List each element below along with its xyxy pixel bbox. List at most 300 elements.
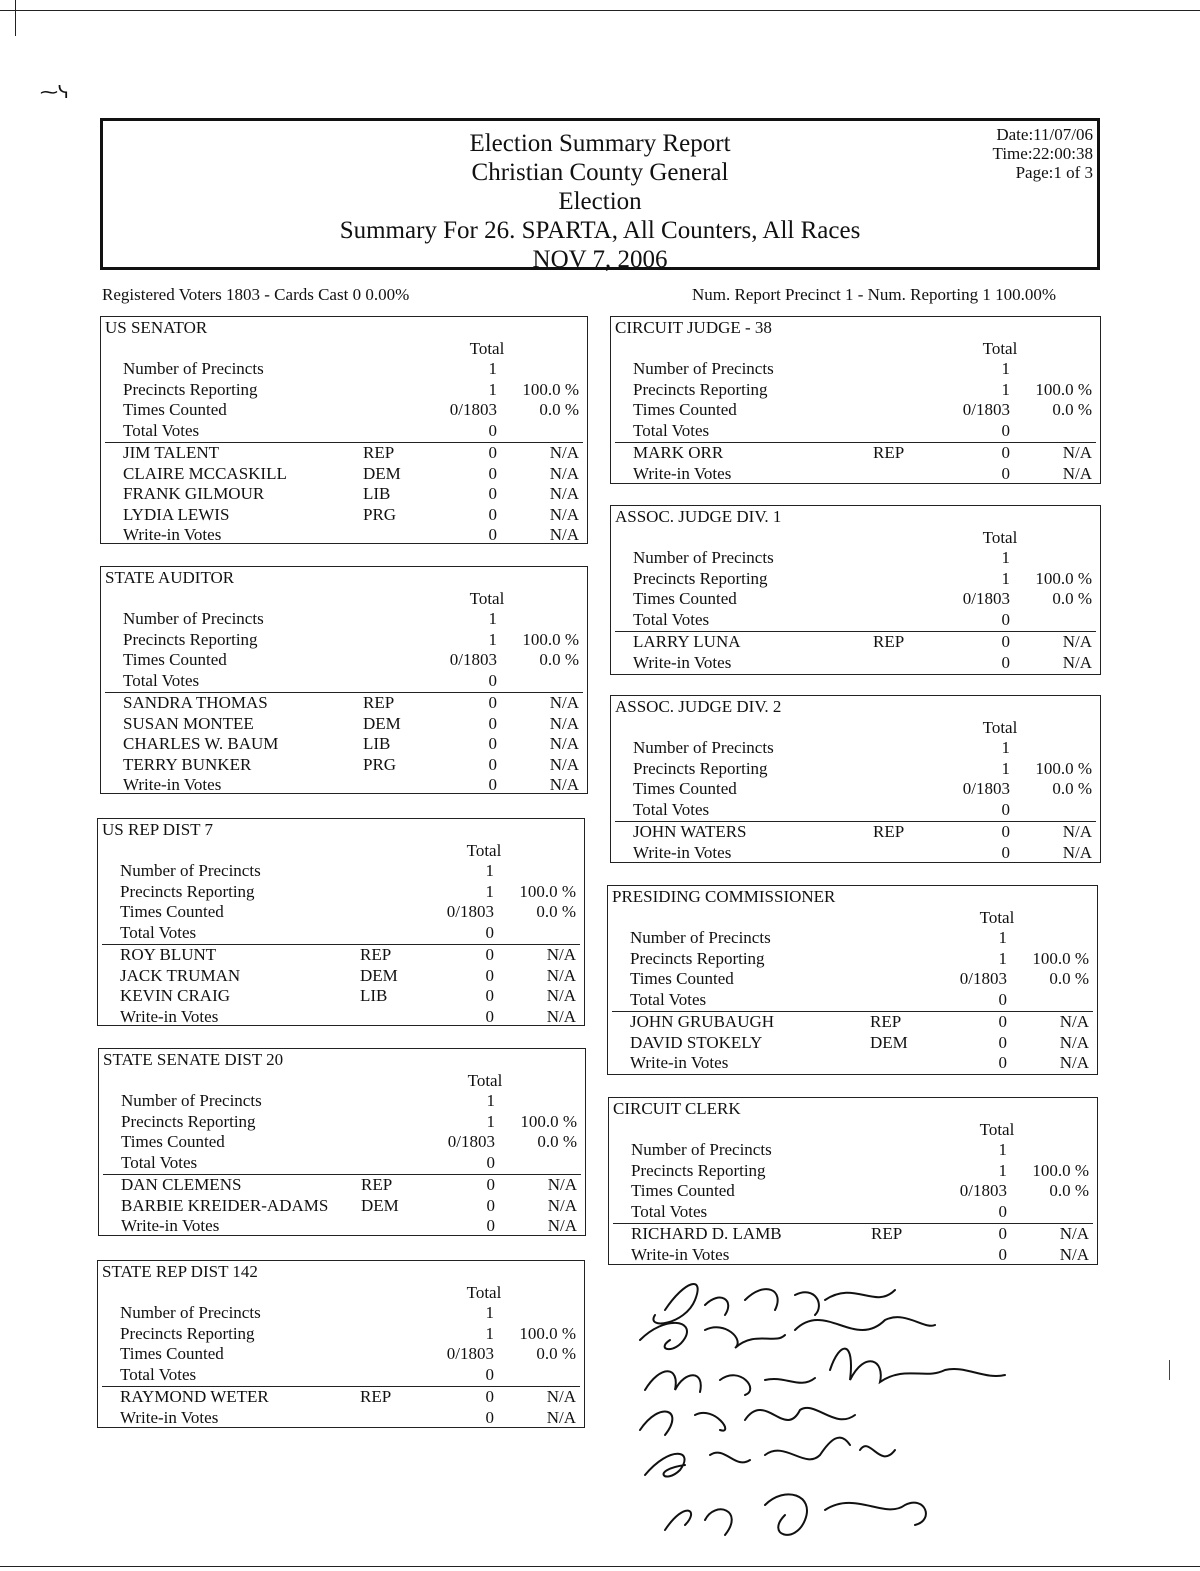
- stat-value: 0: [998, 989, 1007, 1009]
- candidate-row: [121, 1175, 579, 1195]
- stat-row: [631, 1202, 1091, 1222]
- candidate-name: DAVID STOKELY: [630, 1032, 763, 1052]
- candidate-percent: N/A: [546, 965, 576, 985]
- stat-value: 0: [1001, 420, 1010, 440]
- total-column-header: Total: [466, 841, 502, 860]
- candidate-party: REP: [871, 1224, 903, 1243]
- stat-percent: 0.0 %: [1052, 400, 1092, 419]
- report-page: Page:1 of 3: [1015, 163, 1093, 182]
- candidate-name: JIM TALENT: [123, 443, 220, 462]
- candidate-name: RAYMOND WETER: [120, 1387, 269, 1406]
- candidate-votes: 0: [486, 1216, 495, 1235]
- stat-percent: 0.0 %: [537, 1132, 577, 1151]
- candidate-percent: N/A: [546, 1407, 576, 1427]
- candidate-percent: N/A: [546, 1387, 576, 1406]
- signatures-image: [625, 1270, 1045, 1560]
- candidate-votes: 0: [485, 1387, 494, 1406]
- total-column-header: Total: [982, 528, 1018, 547]
- stat-value: 1: [1001, 359, 1010, 378]
- stat-label: Total Votes: [633, 799, 710, 819]
- stat-row: [630, 990, 1091, 1010]
- candidate-row: [123, 693, 581, 713]
- stat-label: Total Votes: [120, 1364, 197, 1384]
- candidate-row: [123, 734, 581, 754]
- candidate-votes: 0: [488, 525, 497, 544]
- candidate-row: [121, 1216, 579, 1236]
- stat-row: [633, 759, 1094, 779]
- candidate-percent: N/A: [549, 775, 579, 794]
- stat-row: [633, 400, 1094, 420]
- stat-row: [123, 609, 581, 629]
- candidate-party: REP: [360, 1387, 392, 1406]
- candidate-name: CLAIRE MCCASKILL: [123, 463, 287, 483]
- stat-row: [633, 800, 1094, 820]
- stat-value: 1: [998, 948, 1007, 968]
- candidate-name: ROY BLUNT: [120, 945, 217, 964]
- race-title: STATE AUDITOR: [105, 568, 235, 587]
- candidate-votes: 0: [488, 754, 497, 774]
- candidate-name: RICHARD D. LAMB: [631, 1224, 782, 1243]
- candidate-row: [633, 632, 1094, 652]
- stat-label: Number of Precincts: [631, 1140, 772, 1159]
- stat-value: 0: [485, 922, 494, 942]
- stat-row: [123, 359, 581, 379]
- race-title: CIRCUIT JUDGE - 38: [615, 318, 772, 337]
- candidate-row: [123, 484, 581, 504]
- stat-label: Times Counted: [120, 1344, 224, 1363]
- candidate-name: Write-in Votes: [633, 463, 732, 483]
- candidate-name: Write-in Votes: [633, 842, 732, 862]
- stat-value: 1: [1001, 379, 1010, 399]
- race-box: [97, 818, 585, 1026]
- candidate-party: DEM: [360, 965, 398, 985]
- candidate-votes: 0: [488, 734, 497, 753]
- stat-value: 0/1803: [959, 1181, 1007, 1200]
- candidate-votes: 0: [485, 1407, 494, 1427]
- stat-row: [120, 902, 578, 922]
- candidate-name: LYDIA LEWIS: [123, 504, 230, 524]
- total-column-header: Total: [979, 908, 1015, 927]
- candidate-percent: N/A: [546, 945, 576, 964]
- candidate-name: KEVIN CRAIG: [120, 986, 231, 1005]
- candidate-row: [630, 1033, 1091, 1053]
- candidate-row: [123, 714, 581, 734]
- candidate-votes: 0: [488, 504, 497, 524]
- candidate-name: JACK TRUMAN: [120, 965, 241, 985]
- candidate-party: REP: [873, 443, 905, 462]
- candidate-name: Write-in Votes: [120, 1407, 219, 1427]
- candidate-votes: 0: [488, 713, 497, 733]
- candidate-row: [123, 443, 581, 463]
- candidate-percent: N/A: [549, 693, 579, 712]
- stat-label: Total Votes: [121, 1152, 198, 1172]
- signature-block: [625, 1270, 1045, 1560]
- candidate-votes: 0: [488, 443, 497, 462]
- candidate-row: [121, 1196, 579, 1216]
- stat-percent: 100.0 %: [519, 1323, 576, 1343]
- bottom-rule: [0, 1566, 1200, 1567]
- title-line: NOV 7, 2006: [532, 246, 668, 273]
- total-column-header: Total: [466, 1283, 502, 1302]
- candidate-name: JOHN GRUBAUGH: [630, 1012, 775, 1031]
- stat-label: Times Counted: [633, 400, 737, 419]
- stat-row: [633, 421, 1094, 441]
- candidate-name: Write-in Votes: [631, 1244, 730, 1264]
- stat-row: [120, 1303, 578, 1323]
- stat-row: [121, 1091, 579, 1111]
- candidate-percent: N/A: [549, 525, 579, 544]
- top-rule: [0, 10, 1200, 11]
- candidate-name: SANDRA THOMAS: [123, 693, 268, 712]
- stat-label: Precincts Reporting: [630, 948, 765, 968]
- stat-value: 1: [998, 928, 1007, 947]
- total-column-header: Total: [982, 718, 1018, 737]
- stat-percent: 100.0 %: [1035, 758, 1092, 778]
- race-box: [97, 1260, 585, 1428]
- candidate-name: Write-in Votes: [633, 652, 732, 672]
- stat-value: 1: [1001, 568, 1010, 588]
- candidate-row: [123, 505, 581, 525]
- stat-label: Number of Precincts: [123, 359, 264, 378]
- candidate-votes: 0: [998, 1224, 1007, 1243]
- stat-value: 0/1803: [446, 902, 494, 921]
- candidate-percent: N/A: [549, 734, 579, 753]
- candidate-percent: N/A: [549, 713, 579, 733]
- stat-percent: 0.0 %: [1052, 779, 1092, 798]
- candidate-name: TERRY BUNKER: [123, 754, 252, 774]
- candidate-party: REP: [873, 632, 905, 651]
- candidate-party: LIB: [363, 484, 391, 503]
- stat-percent: 100.0 %: [519, 881, 576, 901]
- stat-row: [123, 630, 581, 650]
- title-line: Christian County General: [471, 159, 729, 186]
- report-date: Date:11/07/06: [996, 125, 1093, 144]
- stat-label: Times Counted: [123, 400, 227, 419]
- stat-percent: 100.0 %: [1032, 1160, 1089, 1180]
- stat-row: [120, 923, 578, 943]
- race-title: US SENATOR: [105, 318, 208, 337]
- candidate-percent: N/A: [1062, 652, 1092, 672]
- stat-row: [633, 548, 1094, 568]
- stat-row: [120, 1324, 578, 1344]
- total-column-header: Total: [469, 589, 505, 608]
- candidate-row: [633, 443, 1094, 463]
- stat-row: [123, 400, 581, 420]
- stat-percent: 100.0 %: [522, 629, 579, 649]
- stat-percent: 0.0 %: [539, 400, 579, 419]
- candidate-name: Write-in Votes: [123, 525, 222, 544]
- candidate-votes: 0: [485, 965, 494, 985]
- race-title: ASSOC. JUDGE DIV. 1: [615, 507, 782, 526]
- stat-label: Precincts Reporting: [120, 1323, 255, 1343]
- stat-row: [631, 1161, 1091, 1181]
- candidate-percent: N/A: [1062, 632, 1092, 651]
- candidate-row: [633, 843, 1094, 863]
- candidate-name: Write-in Votes: [123, 775, 222, 794]
- stat-label: Precincts Reporting: [123, 629, 258, 649]
- stat-row: [120, 861, 578, 881]
- candidate-party: PRG: [363, 504, 397, 524]
- stat-label: Times Counted: [633, 589, 737, 608]
- stat-label: Times Counted: [631, 1181, 735, 1200]
- precincts-reporting-summary: Num. Report Precinct 1 - Num. Reporting 1 100.00%: [692, 285, 1057, 304]
- candidate-party: PRG: [363, 754, 397, 774]
- stat-label: Times Counted: [633, 779, 737, 798]
- stat-percent: 100.0 %: [522, 379, 579, 399]
- stat-label: Times Counted: [120, 902, 224, 921]
- candidate-row: [120, 1007, 578, 1027]
- candidate-party: DEM: [361, 1195, 399, 1215]
- stat-label: Total Votes: [123, 420, 200, 440]
- race-box: [100, 316, 588, 544]
- candidate-percent: N/A: [1059, 1053, 1089, 1072]
- candidate-name: Write-in Votes: [121, 1216, 220, 1235]
- stat-percent: 100.0 %: [1035, 379, 1092, 399]
- candidate-row: [123, 755, 581, 775]
- candidate-percent: N/A: [549, 443, 579, 462]
- stat-row: [633, 359, 1094, 379]
- stat-row: [630, 949, 1091, 969]
- stat-row: [633, 738, 1094, 758]
- stat-label: Number of Precincts: [633, 738, 774, 757]
- candidate-percent: N/A: [1059, 1012, 1089, 1031]
- report-time: Time:22:00:38: [992, 144, 1093, 163]
- candidate-votes: 0: [1001, 652, 1010, 672]
- candidate-votes: 0: [488, 693, 497, 712]
- candidate-percent: N/A: [547, 1195, 577, 1215]
- report-title: [103, 129, 1097, 274]
- stat-label: Number of Precincts: [120, 861, 261, 880]
- total-column-header: Total: [469, 339, 505, 358]
- candidate-percent: N/A: [1062, 463, 1092, 483]
- candidate-percent: N/A: [549, 463, 579, 483]
- race-box: [610, 316, 1101, 484]
- title-line: Election Summary Report: [469, 130, 731, 157]
- stat-value: 1: [488, 379, 497, 399]
- stat-label: Number of Precincts: [633, 359, 774, 378]
- race-title: STATE SENATE DIST 20: [103, 1050, 284, 1069]
- total-column-header: Total: [467, 1071, 503, 1090]
- candidate-percent: N/A: [549, 484, 579, 503]
- stat-value: 0: [488, 420, 497, 440]
- candidate-percent: N/A: [546, 986, 576, 1005]
- stat-label: Total Votes: [120, 922, 197, 942]
- stat-label: Precincts Reporting: [633, 568, 768, 588]
- stat-value: 1: [486, 1111, 495, 1131]
- stat-label: Number of Precincts: [633, 548, 774, 567]
- stat-value: 0: [488, 670, 497, 690]
- stat-row: [630, 928, 1091, 948]
- stat-row: [633, 589, 1094, 609]
- race-box: [100, 566, 588, 794]
- stat-value: 1: [998, 1140, 1007, 1159]
- registered-voters: Registered Voters 1803 - Cards Cast 0 0.00%: [102, 285, 410, 304]
- stat-row: [120, 882, 578, 902]
- candidate-votes: 0: [488, 775, 497, 794]
- stat-row: [630, 969, 1091, 989]
- candidate-name: BARBIE KREIDER-ADAMS: [121, 1195, 329, 1215]
- stat-row: [123, 650, 581, 670]
- candidate-name: CHARLES W. BAUM: [123, 734, 279, 753]
- race-title: PRESIDING COMMISSIONER: [612, 887, 836, 906]
- candidate-votes: 0: [998, 1053, 1007, 1072]
- candidate-row: [120, 1387, 578, 1407]
- left-margin-rule: [15, 0, 16, 36]
- candidate-votes: 0: [1001, 842, 1010, 862]
- stat-label: Total Votes: [633, 420, 710, 440]
- stat-row: [121, 1132, 579, 1152]
- stat-value: 0/1803: [962, 589, 1010, 608]
- candidate-percent: N/A: [546, 1006, 576, 1026]
- race-title: STATE REP DIST 142: [102, 1262, 258, 1281]
- candidate-row: [630, 1012, 1091, 1032]
- stat-value: 0/1803: [962, 779, 1010, 798]
- candidate-votes: 0: [998, 1012, 1007, 1031]
- stat-value: 1: [998, 1160, 1007, 1180]
- candidate-name: DAN CLEMENS: [121, 1175, 242, 1194]
- total-column-header: Total: [982, 339, 1018, 358]
- stat-label: Precincts Reporting: [633, 379, 768, 399]
- report-header: [100, 118, 1100, 273]
- candidate-row: [630, 1053, 1091, 1073]
- stat-row: [633, 610, 1094, 630]
- candidate-party: REP: [360, 945, 392, 964]
- stat-label: Times Counted: [121, 1132, 225, 1151]
- candidate-row: [123, 525, 581, 545]
- title-line: Summary For 26. SPARTA, All Counters, All Races: [339, 217, 861, 244]
- race-box: [607, 885, 1098, 1075]
- stat-value: 0/1803: [959, 969, 1007, 988]
- candidate-percent: N/A: [1062, 842, 1092, 862]
- candidate-percent: N/A: [547, 1175, 577, 1194]
- report-meta: [993, 125, 1093, 182]
- candidate-party: DEM: [363, 463, 401, 483]
- stat-percent: 0.0 %: [536, 902, 576, 921]
- stat-percent: 0.0 %: [1052, 589, 1092, 608]
- stat-percent: 100.0 %: [1032, 948, 1089, 968]
- stat-value: 0: [998, 1201, 1007, 1221]
- stat-label: Precincts Reporting: [121, 1111, 256, 1131]
- candidate-votes: 0: [1001, 463, 1010, 483]
- stat-percent: 0.0 %: [1049, 969, 1089, 988]
- stat-label: Precincts Reporting: [633, 758, 768, 778]
- candidate-percent: N/A: [547, 1216, 577, 1235]
- candidate-party: REP: [363, 443, 395, 462]
- stat-percent: 0.0 %: [1049, 1181, 1089, 1200]
- candidate-row: [120, 986, 578, 1006]
- candidate-name: MARK ORR: [633, 443, 724, 462]
- candidate-votes: 0: [488, 463, 497, 483]
- stat-value: 0: [485, 1364, 494, 1384]
- stat-value: 1: [485, 861, 494, 880]
- stat-value: 0: [1001, 799, 1010, 819]
- stat-row: [123, 421, 581, 441]
- candidate-percent: N/A: [549, 504, 579, 524]
- candidate-votes: 0: [486, 1175, 495, 1194]
- candidate-percent: N/A: [1059, 1032, 1089, 1052]
- candidate-votes: 0: [1001, 443, 1010, 462]
- candidate-votes: 0: [1001, 822, 1010, 841]
- candidate-row: [123, 464, 581, 484]
- stat-label: Total Votes: [630, 989, 707, 1009]
- candidate-row: [120, 966, 578, 986]
- stat-label: Total Votes: [633, 609, 710, 629]
- candidate-party: LIB: [360, 986, 388, 1005]
- stat-value: 0/1803: [449, 400, 497, 419]
- stat-label: Times Counted: [123, 650, 227, 669]
- stat-value: 0/1803: [446, 1344, 494, 1363]
- stat-value: 0/1803: [447, 1132, 495, 1151]
- stat-row: [121, 1153, 579, 1173]
- candidate-row: [631, 1245, 1091, 1265]
- race-title: CIRCUIT CLERK: [613, 1099, 741, 1118]
- race-box: [608, 1097, 1098, 1265]
- candidate-name: SUSAN MONTEE: [123, 713, 254, 733]
- candidate-row: [123, 775, 581, 795]
- stat-label: Number of Precincts: [120, 1303, 261, 1322]
- handwritten-mark: ⁓ᓭ: [40, 82, 69, 102]
- candidate-party: DEM: [870, 1032, 908, 1052]
- candidate-row: [631, 1224, 1091, 1244]
- stat-label: Precincts Reporting: [120, 881, 255, 901]
- candidate-votes: 0: [485, 1006, 494, 1026]
- stat-value: 1: [1001, 738, 1010, 757]
- candidate-name: LARRY LUNA: [633, 632, 741, 651]
- stat-value: 1: [488, 359, 497, 378]
- stat-value: 1: [1001, 758, 1010, 778]
- stat-value: 1: [485, 1323, 494, 1343]
- candidate-party: DEM: [363, 713, 401, 733]
- stat-percent: 0.0 %: [539, 650, 579, 669]
- stat-label: Total Votes: [631, 1201, 708, 1221]
- candidate-votes: 0: [485, 945, 494, 964]
- stat-label: Precincts Reporting: [123, 379, 258, 399]
- stat-label: Precincts Reporting: [631, 1160, 766, 1180]
- candidate-votes: 0: [485, 986, 494, 1005]
- stat-row: [120, 1365, 578, 1385]
- stat-row: [121, 1112, 579, 1132]
- stat-value: 0: [1001, 609, 1010, 629]
- stat-value: 0: [486, 1152, 495, 1172]
- race-box: [610, 505, 1101, 675]
- stat-value: 1: [1001, 548, 1010, 567]
- candidate-percent: N/A: [1062, 822, 1092, 841]
- stat-percent: 100.0 %: [1035, 568, 1092, 588]
- candidate-percent: N/A: [549, 754, 579, 774]
- candidate-party: LIB: [363, 734, 391, 753]
- stat-row: [123, 380, 581, 400]
- candidate-party: REP: [361, 1175, 393, 1194]
- candidate-row: [120, 945, 578, 965]
- candidate-name: Write-in Votes: [630, 1053, 729, 1072]
- stat-row: [633, 779, 1094, 799]
- stat-value: 1: [486, 1091, 495, 1110]
- candidate-row: [633, 464, 1094, 484]
- stat-label: Total Votes: [123, 670, 200, 690]
- stat-row: [120, 1344, 578, 1364]
- candidate-party: REP: [873, 822, 905, 841]
- candidate-votes: 0: [1001, 632, 1010, 651]
- race-box: [98, 1048, 586, 1236]
- candidate-votes: 0: [998, 1032, 1007, 1052]
- candidate-percent: N/A: [1062, 443, 1092, 462]
- race-title: US REP DIST 7: [102, 820, 213, 839]
- candidate-votes: 0: [998, 1244, 1007, 1264]
- stat-label: Number of Precincts: [630, 928, 771, 947]
- candidate-name: JOHN WATERS: [633, 822, 747, 841]
- stat-value: 1: [485, 881, 494, 901]
- stat-row: [631, 1181, 1091, 1201]
